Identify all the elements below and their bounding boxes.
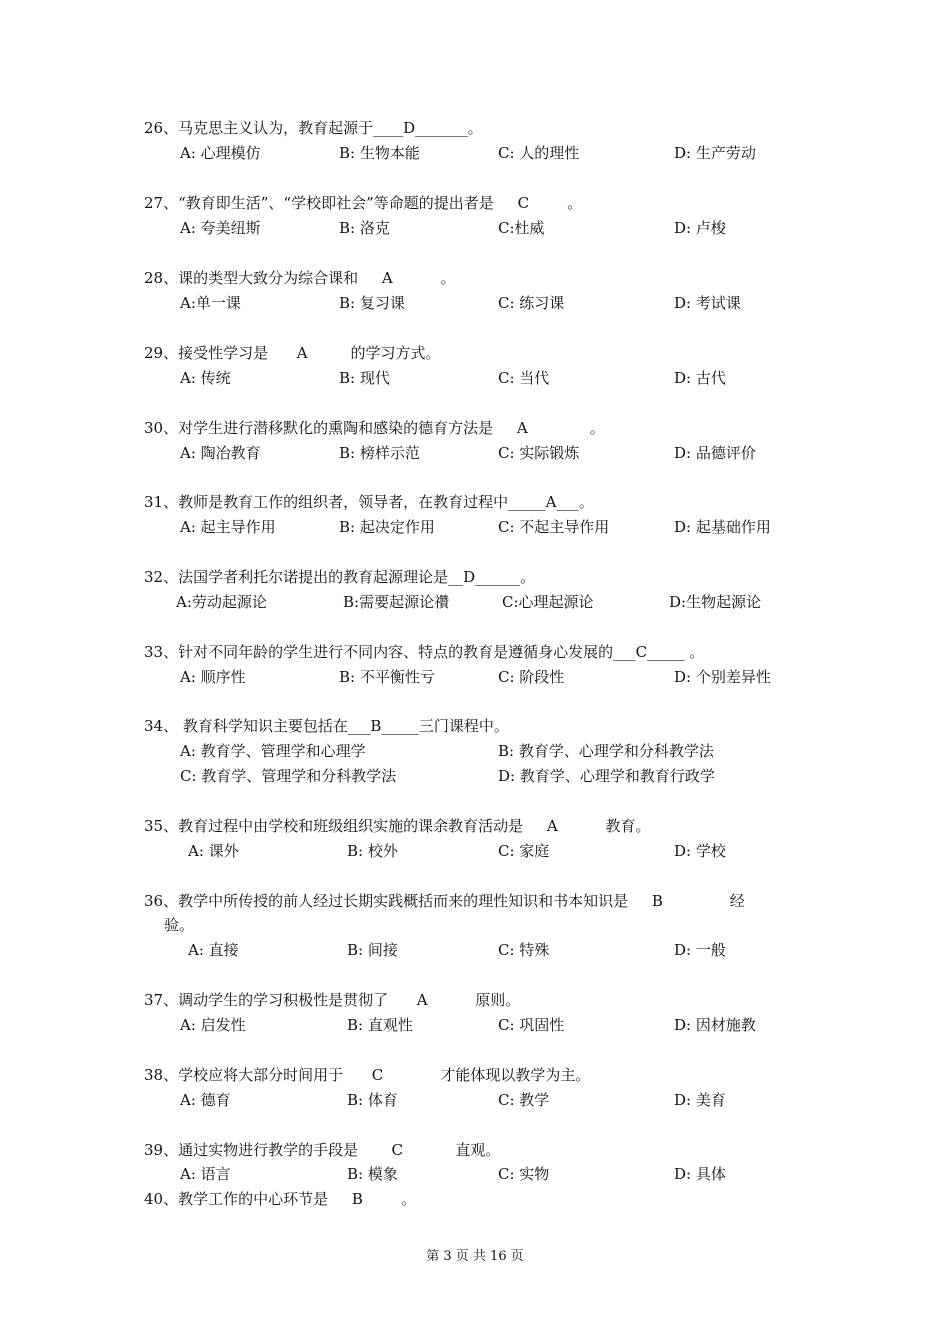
question-38-option-a: A: 德育 xyxy=(180,1091,231,1109)
question-29-stem: 29、接受性学习是 A 的学习方式。 xyxy=(144,344,441,362)
question-34-option-b: B: 教育学、心理学和分科教学法 xyxy=(498,742,714,760)
question-28-stem: 28、课的类型大致分为综合课和 A 。 xyxy=(144,269,456,287)
question-27-option-d: D: 卢梭 xyxy=(674,219,726,237)
question-26-stem: 26、马克思主义认为，教育起源于____D_______。 xyxy=(144,119,483,137)
question-35-option-c: C: 家庭 xyxy=(498,842,550,860)
question-26-option-c: C: 人的理性 xyxy=(498,144,580,162)
question-38-option-b: B: 体育 xyxy=(347,1091,398,1109)
question-40-stem: 40、教学工作的中心环节是 B 。 xyxy=(144,1190,417,1208)
question-36-option-d: D: 一般 xyxy=(674,941,726,959)
question-31-option-b: B: 起决定作用 xyxy=(339,518,435,536)
question-38-option-d: D: 美育 xyxy=(674,1091,726,1109)
question-31-option-c: C: 不起主导作用 xyxy=(498,518,610,536)
question-29-option-c: C: 当代 xyxy=(498,369,550,387)
question-37-option-d: D: 因材施教 xyxy=(674,1016,756,1034)
question-34-option-a: A: 教育学、管理学和心理学 xyxy=(180,742,366,760)
question-35-option-d: D: 学校 xyxy=(674,842,726,860)
question-27-option-b: B: 洛克 xyxy=(339,219,390,237)
question-26-option-a: A: 心理模仿 xyxy=(180,144,261,162)
question-35-option-b: B: 校外 xyxy=(347,842,398,860)
question-36-stem-continued: 验。 xyxy=(164,916,195,934)
question-39-option-a: A: 语言 xyxy=(180,1165,231,1183)
question-36-option-c: C: 特殊 xyxy=(498,941,550,959)
question-33-option-a: A: 顺序性 xyxy=(180,668,246,686)
question-33-stem: 33、针对不同年龄的学生进行不同内容、特点的教育是遵循身心发展的___C_____ 。 xyxy=(144,643,705,661)
question-28-option-d: D: 考试课 xyxy=(674,294,741,312)
question-32-option-b: B:需要起源论禶 xyxy=(343,593,450,611)
question-39-option-d: D: 具体 xyxy=(674,1165,726,1183)
question-39-option-b: B: 模象 xyxy=(347,1165,398,1183)
question-37-option-a: A: 启发性 xyxy=(180,1016,246,1034)
question-36-option-a: A: 直接 xyxy=(188,941,239,959)
question-34-stem: 34、 教育科学知识主要包括在___B_____三门课程中。 xyxy=(144,717,509,735)
question-37-stem: 37、调动学生的学习积极性是贯彻了 A 原则。 xyxy=(144,991,521,1009)
question-39-stem: 39、通过实物进行教学的手段是 C 直观。 xyxy=(144,1141,501,1159)
question-32-stem: 32、法国学者利托尔诺提出的教育起源理论是__D______。 xyxy=(144,568,536,586)
question-29-option-d: D: 古代 xyxy=(674,369,726,387)
question-37-option-c: C: 巩固性 xyxy=(498,1016,565,1034)
question-32-option-c: C:心理起源论 xyxy=(502,593,594,611)
question-32-option-a: A:劳动起源论 xyxy=(176,593,267,611)
question-38-stem: 38、学校应将大部分时间用于 C 才能体现以教学为主。 xyxy=(144,1066,591,1084)
page-number-footer: 第 3 页 共 16 页 xyxy=(426,1249,524,1264)
question-33-option-b: B: 不平衡性亏 xyxy=(339,668,435,686)
question-32-option-d: D:生物起源论 xyxy=(669,593,762,611)
question-30-option-b: B: 榜样示范 xyxy=(339,444,420,462)
question-36-stem: 36、教学中所传授的前人经过长期实践概括而来的理性知识和书本知识是 B 经 xyxy=(144,892,745,910)
question-39-option-c: C: 实物 xyxy=(498,1165,550,1183)
question-30-option-c: C: 实际锻炼 xyxy=(498,444,580,462)
question-35-stem: 35、教育过程中由学校和班级组织实施的课余教育活动是 A 教育。 xyxy=(144,817,651,835)
question-29-option-a: A: 传统 xyxy=(180,369,231,387)
question-34-option-d: D: 教育学、心理学和教育行政学 xyxy=(498,767,715,785)
question-38-option-c: C: 教学 xyxy=(498,1091,550,1109)
question-37-option-b: B: 直观性 xyxy=(347,1016,413,1034)
question-33-option-d: D: 个别差异性 xyxy=(674,668,771,686)
question-28-option-b: B: 复习课 xyxy=(339,294,405,312)
question-31-option-a: A: 起主导作用 xyxy=(180,518,276,536)
question-31-stem: 31、教师是教育工作的组织者，领导者，在教育过程中_____A___。 xyxy=(144,493,594,511)
question-29-option-b: B: 现代 xyxy=(339,369,390,387)
question-30-stem: 30、对学生进行潜移默化的熏陶和感染的德育方法是 A 。 xyxy=(144,419,605,437)
question-28-option-c: C: 练习课 xyxy=(498,294,565,312)
question-26-option-d: D: 生产劳动 xyxy=(674,144,756,162)
question-26-option-b: B: 生物本能 xyxy=(339,144,420,162)
question-27-option-a: A: 夸美纽斯 xyxy=(180,219,261,237)
question-27-option-c: C:杜威 xyxy=(498,219,545,237)
question-35-option-a: A: 课外 xyxy=(188,842,239,860)
question-33-option-c: C: 阶段性 xyxy=(498,668,565,686)
question-30-option-a: A: 陶冶教育 xyxy=(180,444,261,462)
question-34-option-c: C: 教育学、管理学和分科教学法 xyxy=(180,767,397,785)
question-31-option-d: D: 起基础作用 xyxy=(674,518,771,536)
question-28-option-a: A:单一课 xyxy=(180,294,241,312)
question-27-stem: 27、“教育即生活”、“学校即社会”等命题的提出者是 C 。 xyxy=(144,194,583,212)
question-36-option-b: B: 间接 xyxy=(347,941,398,959)
question-30-option-d: D: 品德评价 xyxy=(674,444,756,462)
